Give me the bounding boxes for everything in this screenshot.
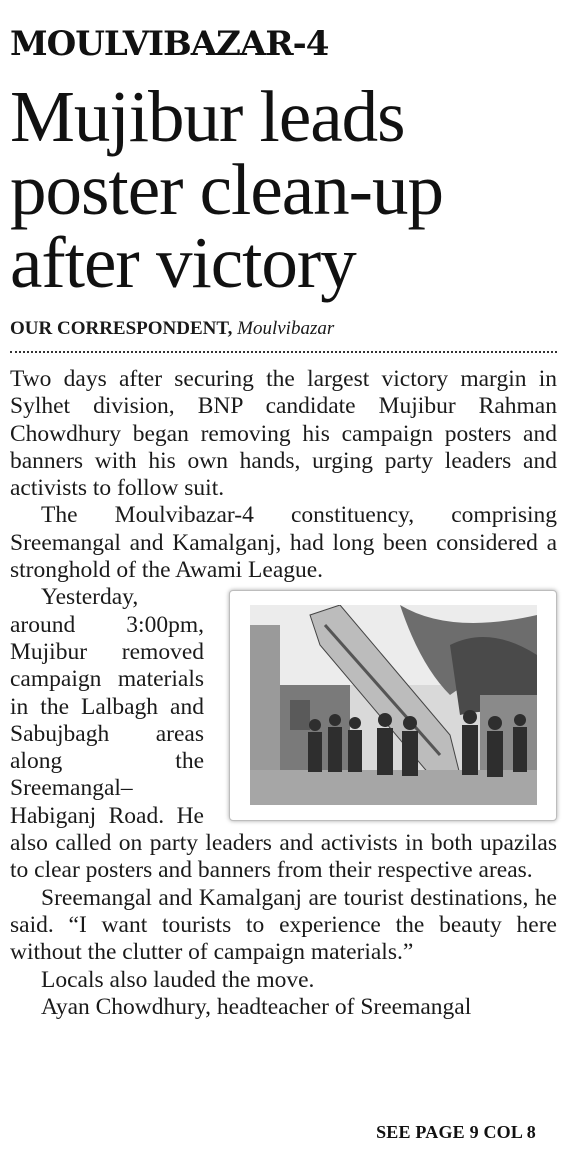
byline-author: OUR CORRESPONDENT, bbox=[10, 318, 233, 339]
paragraph-1: Two days after securing the largest victory margin in Sylhet division, BNP candidate Mujibur Rahman Chowdhury began removing his campaign posters and banners with his own hands, urging party leaders and activists to follow suit. bbox=[10, 366, 557, 502]
section-kicker: MOULVIBAZAR-4 bbox=[10, 24, 329, 64]
paragraph-6: Ayan Chowdhury, headteacher of Sreemangal bbox=[41, 993, 472, 1020]
byline bbox=[10, 318, 557, 340]
paragraph-3: Yesterday, around 3:00pm, Mujibur removed campaign materials in the Lalbagh and Sabujbagh areas along the Sreemangal–Habiganj Road. He also called on party leaders and activists in both upazilas to clear posters and banners from their respective areas. bbox=[10, 584, 557, 884]
continued-on-link[interactable]: SEE PAGE 9 COL 8 bbox=[376, 1122, 536, 1142]
news-photo bbox=[229, 590, 557, 821]
paragraph-2: The Moulvibazar-4 constituency, comprising Sreemangal and Kamalganj, had long been considered a stronghold of the Awami League. bbox=[10, 502, 557, 584]
headline bbox=[10, 76, 557, 303]
headline-line-2: poster clean-up bbox=[10, 149, 443, 230]
article-body bbox=[10, 366, 557, 1021]
headline-line-3: after victory bbox=[10, 222, 356, 303]
dotted-divider bbox=[10, 351, 557, 353]
headline-line-1: Mujibur leads bbox=[10, 76, 405, 157]
paragraph-4: Sreemangal and Kamalganj are tourist destinations, he said. “I want tourists to experience the beauty here without the clutter of campaign materials.” bbox=[10, 884, 557, 966]
paragraph-5: Locals also lauded the move. bbox=[41, 966, 315, 993]
photo-image bbox=[250, 605, 537, 805]
byline-location: Moulvibazar bbox=[237, 318, 335, 339]
